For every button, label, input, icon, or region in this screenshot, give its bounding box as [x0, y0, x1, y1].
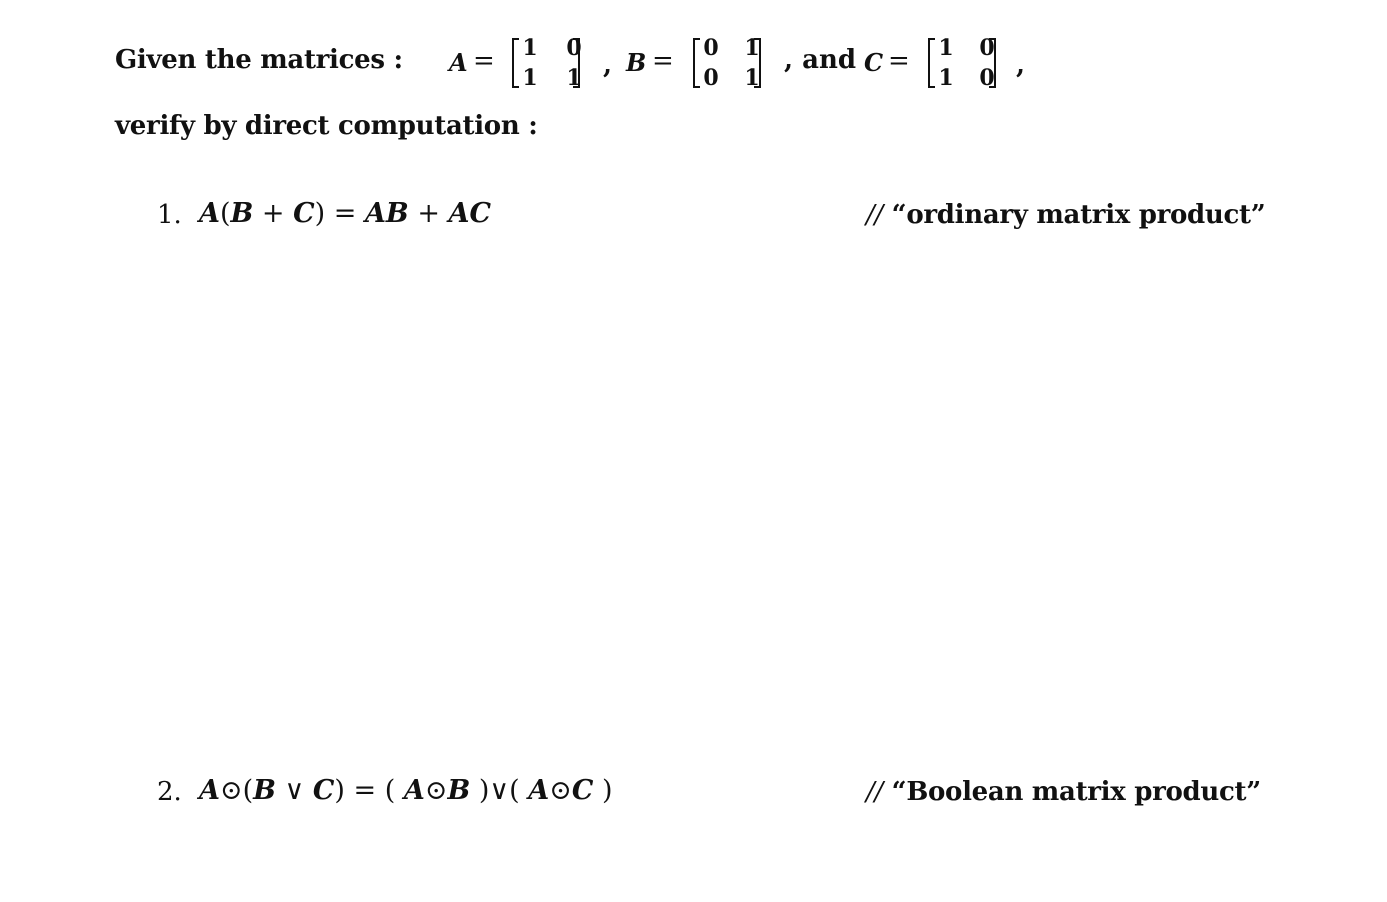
matrix-a-label: A	[449, 48, 468, 77]
comment-slashes: //	[866, 777, 883, 807]
matrix-b-cell: 0	[703, 35, 719, 61]
var-b: B	[230, 198, 254, 229]
item-2-equation	[199, 775, 612, 806]
var-a: A	[403, 775, 425, 806]
trailing-comma: ,	[1016, 50, 1026, 80]
close-paren: )	[470, 775, 490, 806]
open-paren: (	[384, 775, 404, 806]
matrix-c-cell: 1	[938, 35, 954, 61]
item-2-comment	[866, 777, 1261, 807]
matrix-a-cell: 0	[566, 35, 582, 61]
equals-sign: =	[344, 775, 385, 806]
matrix-b-equals: =	[652, 46, 674, 76]
matrix-b	[693, 34, 761, 92]
close-paren: )	[334, 775, 345, 806]
left-bracket	[693, 38, 700, 88]
close-paren: )	[314, 198, 326, 229]
and-text: , and	[784, 45, 857, 75]
vee-symbol: ∨	[275, 775, 313, 806]
matrix-c-cell: 0	[979, 65, 995, 91]
vee-symbol: ∨	[489, 775, 510, 806]
close-paren: )	[593, 775, 613, 806]
matrix-c-label: C	[864, 48, 884, 77]
product-ab: AB	[364, 198, 409, 229]
verify-intro-text: verify by direct computation :	[115, 111, 538, 141]
odot-symbol: ⊙	[549, 775, 572, 806]
comment-text: “ordinary matrix product”	[882, 200, 1266, 230]
open-paren: (	[242, 775, 254, 806]
matrix-b-label: B	[626, 48, 647, 77]
open-paren: (	[219, 198, 231, 229]
var-a: A	[199, 775, 220, 806]
var-b: B	[253, 775, 276, 806]
left-bracket	[928, 38, 935, 88]
odot-symbol: ⊙	[424, 775, 448, 806]
equals-sign: =	[325, 198, 365, 229]
matrix-a-cell: 1	[522, 35, 538, 61]
odot-symbol: ⊙	[219, 775, 243, 806]
var-c: C	[571, 775, 594, 806]
matrix-c-equals: =	[888, 46, 910, 76]
matrix-b-cell: 1	[744, 65, 760, 91]
matrix-c	[928, 34, 996, 92]
matrix-separator-comma: ,	[603, 50, 613, 80]
plus-sign: +	[408, 198, 449, 229]
item-1-number: 1.	[157, 200, 182, 230]
product-ac: AC	[448, 198, 491, 229]
matrix-c-cell: 1	[938, 65, 954, 91]
item-1-comment	[866, 200, 1265, 230]
matrix-a-cell: 1	[566, 65, 582, 91]
matrix-a-cell: 1	[522, 65, 538, 91]
matrix-b-cell: 1	[744, 35, 760, 61]
matrix-b-cell: 0	[703, 65, 719, 91]
matrix-c-cell: 0	[979, 35, 995, 61]
left-bracket	[512, 38, 519, 88]
var-c: C	[293, 198, 315, 229]
var-a: A	[528, 775, 550, 806]
given-intro-text: Given the matrices :	[115, 45, 403, 75]
var-a: A	[199, 198, 220, 229]
comment-slashes: //	[866, 200, 883, 230]
open-paren: (	[509, 775, 529, 806]
matrix-a	[512, 34, 580, 92]
matrix-a-equals: =	[473, 46, 495, 76]
var-b: B	[447, 775, 471, 806]
var-c: C	[312, 775, 335, 806]
comment-text: “Boolean matrix product”	[882, 777, 1261, 807]
plus-sign: +	[253, 198, 294, 229]
item-2-number: 2.	[157, 777, 182, 807]
item-1-equation	[199, 198, 491, 229]
